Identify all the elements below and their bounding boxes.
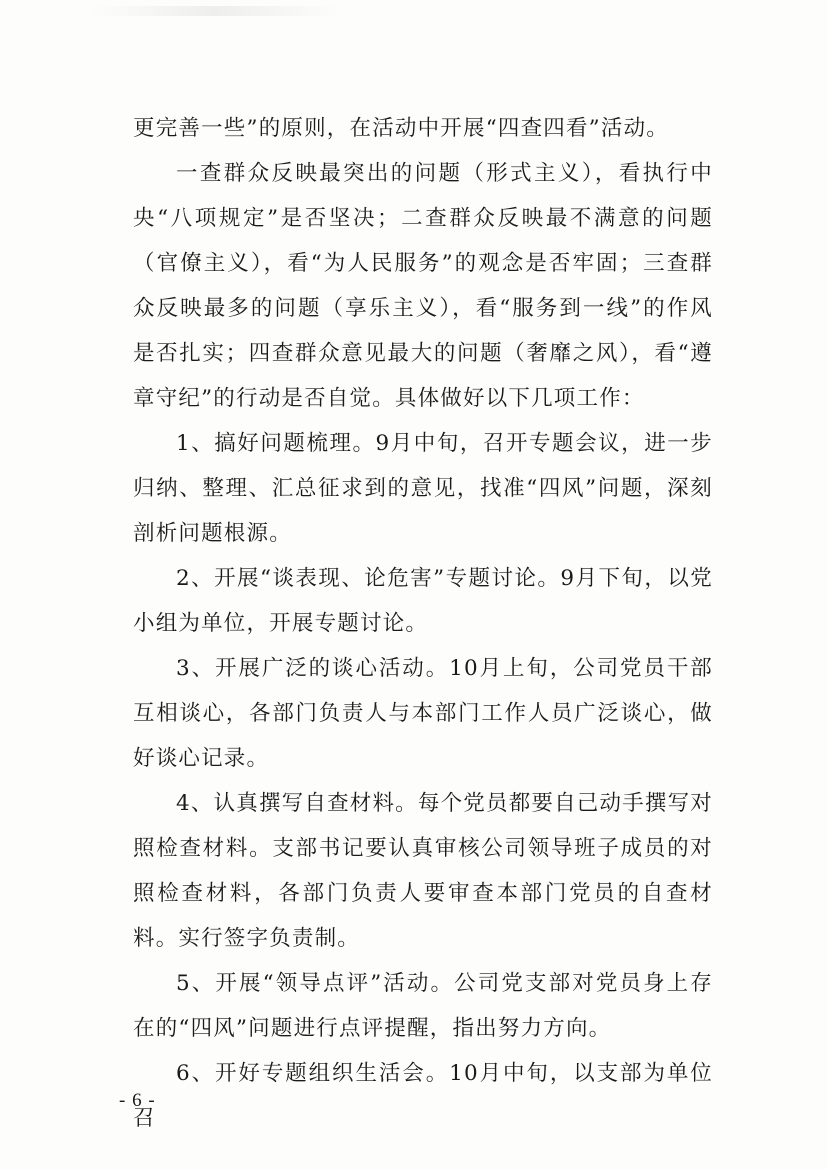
paragraph-item-5: 5、开展“领导点评”活动。公司党支部对党员身上存在的“四风”问题进行点评提醒，指出努力方向。 bbox=[133, 971, 713, 1041]
page-number: - 6 - bbox=[119, 1090, 156, 1111]
paragraph-item-4: 4、认真撰写自查材料。每个党员都要自己动手撰写对照检查材料。支部书记要认真审核公司领导班子成员的对照检查材料，各部门负责人要审查本部门党员的自查材料。实行签字负责制。 bbox=[133, 791, 713, 951]
paragraph-item-1: 1、搞好问题梳理。9月中旬，召开专题会议，进一步归纳、整理、汇总征求到的意见，找准“四风”问题，深刻剖析问题根源。 bbox=[133, 431, 713, 546]
paragraph-item-6: 6、开好专题组织生活会。10月中旬，以支部为单位召 bbox=[133, 1061, 713, 1131]
paragraph-item-3: 3、开展广泛的谈心活动。10月上旬，公司党员干部互相谈心，各部门负责人与本部门工作人员广泛谈心，做好谈心记录。 bbox=[133, 656, 713, 771]
paragraph-item-2: 2、开展“谈表现、论危害”专题讨论。9月下旬，以党小组为单位，开展专题讨论。 bbox=[133, 566, 713, 636]
paragraph-four-checks: 一查群众反映最突出的问题（形式主义），看执行中央“八项规定”是否坚决；二查群众反映最不满意的问题（官僚主义），看“为人民服务”的观念是否牢固；三查群众反映最多的问题（享乐主义），看“服务到一线”的作风是否扎实；四查群众意见最大的问题（奢靡之风），看“遵章守纪”的行动是否自觉。具体做好以下几项工作： bbox=[133, 161, 713, 411]
paragraph-continuation: 更完善一些”的原则，在活动中开展“四查四看”活动。 bbox=[133, 116, 669, 141]
scan-artifact bbox=[90, 6, 340, 16]
body-text bbox=[133, 106, 713, 1141]
